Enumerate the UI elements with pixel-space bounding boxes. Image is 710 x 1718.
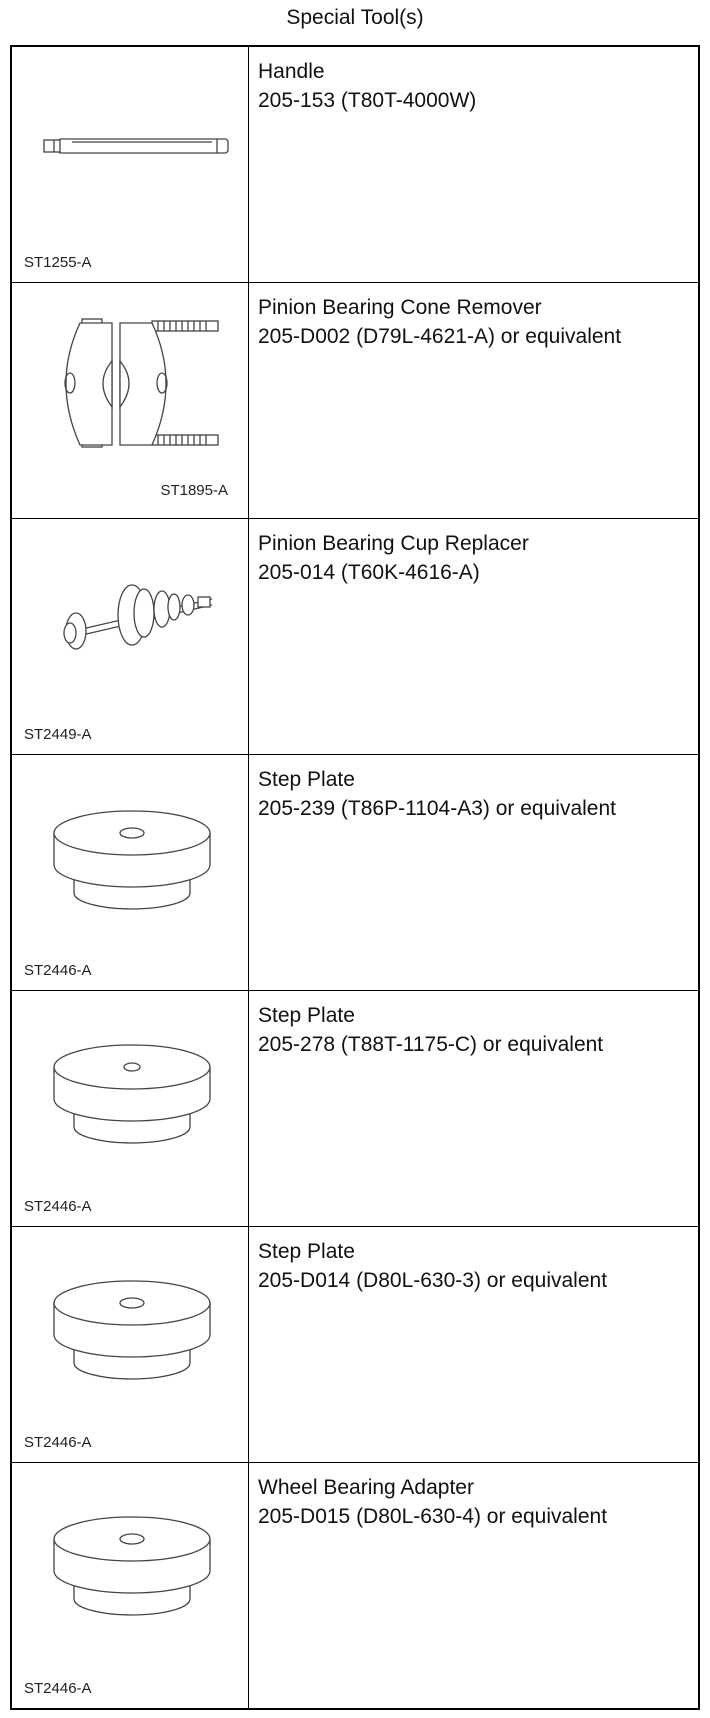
tool-illustration-cell — [12, 1227, 249, 1462]
tool-name: Step Plate — [258, 1004, 355, 1027]
illustration-code: ST2446-A — [24, 1680, 92, 1697]
tool-number: 205-D014 (D80L-630-3) or equivalent — [258, 1269, 608, 1292]
tool-name: Pinion Bearing Cone Remover — [258, 296, 542, 319]
tool-illustration-cell — [12, 283, 249, 518]
illustration-code: ST2446-A — [24, 962, 92, 979]
illustration-code: ST2446-A — [24, 1434, 92, 1451]
page-title: Special Tool(s) — [286, 6, 424, 29]
wheel-bearing-adapter-illustration — [12, 1463, 249, 1708]
tool-illustration-cell — [12, 755, 249, 990]
tool-illustration-cell — [12, 991, 249, 1226]
step-plate-illustration — [12, 755, 249, 991]
tool-number: 205-D015 (D80L-630-4) or equivalent — [258, 1505, 608, 1528]
tool-description — [249, 1463, 698, 1708]
tool-row — [12, 519, 698, 755]
tool-illustration-cell — [12, 47, 249, 282]
tool-row — [12, 1227, 698, 1463]
tool-row — [12, 47, 698, 283]
step-plate-illustration — [12, 991, 249, 1227]
tool-number: 205-278 (T88T-1175-C) or equivalent — [258, 1033, 604, 1056]
tool-name: Wheel Bearing Adapter — [258, 1476, 474, 1499]
illustration-code: ST1895-A — [160, 482, 228, 499]
tool-description — [249, 991, 698, 1226]
bearing-cup-replacer-illustration — [12, 519, 249, 755]
tool-description — [249, 519, 698, 754]
handle-illustration — [12, 47, 249, 283]
tool-row — [12, 1463, 698, 1708]
tool-name: Pinion Bearing Cup Replacer — [258, 532, 529, 555]
tool-description — [249, 283, 698, 518]
tool-number: 205-D002 (D79L-4621-A) or equivalent — [258, 325, 622, 348]
tool-description — [249, 47, 698, 282]
tool-number: 205-239 (T86P-1104-A3) or equivalent — [258, 797, 616, 820]
tool-row — [12, 991, 698, 1227]
tool-number: 205-153 (T80T-4000W) — [258, 89, 477, 112]
tool-number: 205-014 (T60K-4616-A) — [258, 561, 480, 584]
tool-illustration-cell — [12, 519, 249, 754]
tool-illustration-cell — [12, 1463, 249, 1708]
tool-row — [12, 283, 698, 519]
special-tools-table — [10, 45, 700, 1710]
illustration-code: ST2449-A — [24, 726, 92, 743]
illustration-code: ST2446-A — [24, 1198, 92, 1215]
tool-row — [12, 755, 698, 991]
tool-description — [249, 755, 698, 990]
tool-description — [249, 1227, 698, 1462]
illustration-code: ST1255-A — [24, 254, 92, 271]
tool-name: Step Plate — [258, 1240, 355, 1263]
tool-name: Step Plate — [258, 768, 355, 791]
step-plate-illustration — [12, 1227, 249, 1463]
tool-name: Handle — [258, 60, 325, 83]
